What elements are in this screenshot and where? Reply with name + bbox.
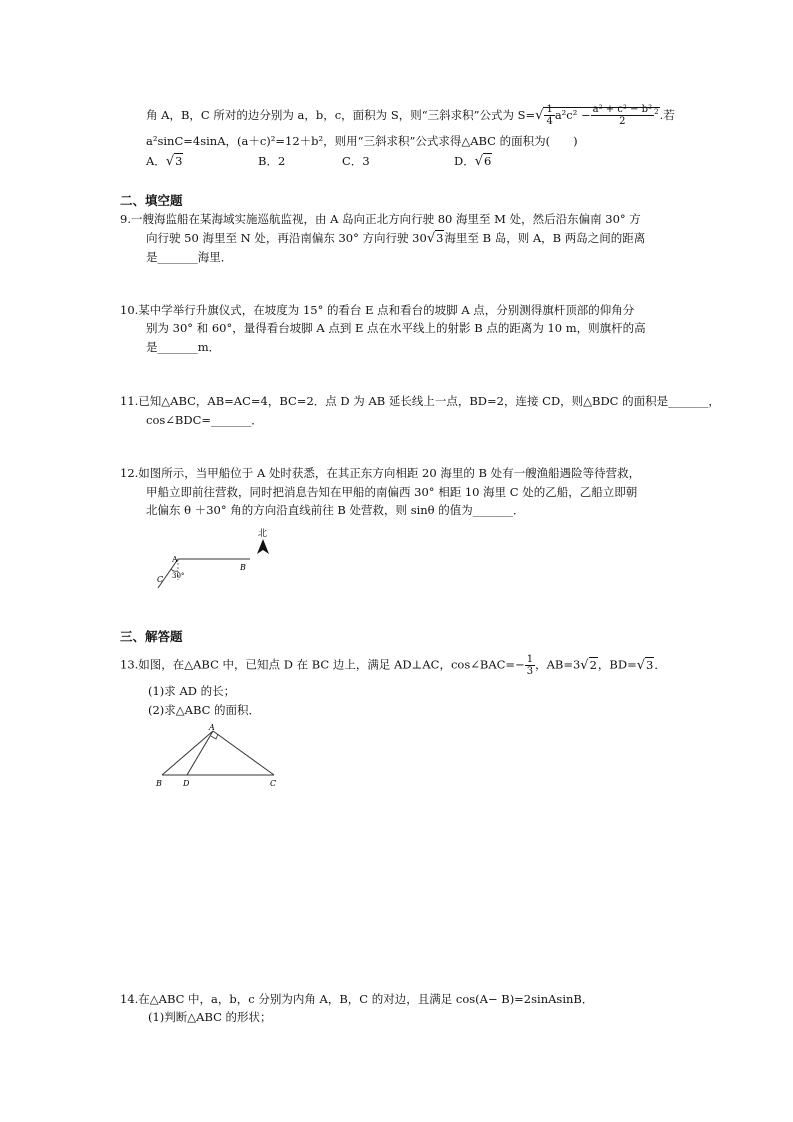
q12-line3: 北偏东 θ ＋30° 角的方向沿直线前往 B 处营救，则 sinθ 的值为_______． bbox=[146, 503, 525, 517]
q13-right-angle-mark bbox=[211, 734, 218, 739]
q13-segment-ad bbox=[187, 731, 213, 775]
q8-option-b: B．2 bbox=[258, 154, 286, 168]
q11-line1: 11.已知△ABC，AB=AC=4，BC=2．点 D 为 AB 延长线上一点，BD=2，连接 CD，则△BDC 的面积是_______， bbox=[120, 394, 720, 408]
q9-line1: 9.一艘海监船在某海域实施巡航监视，由 A 岛向正北方向行驶 80 海里至 M 处，然后沿东偏南 30° 方 bbox=[120, 212, 641, 226]
q8-option-d: D．√6 bbox=[454, 154, 492, 169]
q13-frac-den: 3 bbox=[526, 666, 534, 677]
q8-option-a: A．√3 bbox=[146, 154, 183, 169]
q10-line2: 别为 30° 和 60°，量得看台坡脚 A 点到 E 点在水平线上的射影 B 点的距离为 10 m，则旗杆的高 bbox=[146, 321, 646, 335]
q12-label-a: A bbox=[172, 555, 178, 564]
q13-side-ac bbox=[213, 731, 274, 775]
q13-text: 13.如图，在△ABC 中，已知点 D 在 BC 边上，满足 AD⊥AC，cos∠BAC=− bbox=[120, 657, 525, 672]
q8-line2: a²sinC=4sinA，(a＋c)²=12＋b²，则用“三斜求积”公式求得△ABC 的面积为( ) bbox=[146, 134, 578, 148]
north-arrow-icon bbox=[257, 539, 269, 554]
q10-line1: 10.某中学举行升旗仪式，在坡度为 15° 的看台 E 点和看台的坡脚 A 点，分别测得旗杆顶部的仰角分 bbox=[120, 303, 635, 317]
q12-north-label: 北 bbox=[258, 529, 268, 539]
q8-line1-text: 角 A，B，C 所对的边分别为 a，b，c，面积为 S，则“三斜求积”公式为 S= bbox=[146, 107, 536, 122]
q13-sub1: (1)求 AD 的长； bbox=[148, 684, 236, 698]
q8-line1 bbox=[146, 104, 675, 127]
q13-label-b: B bbox=[156, 779, 162, 788]
q13-sub2: (2)求△ABC 的面积． bbox=[148, 703, 261, 717]
section2-title: 二、填空题 bbox=[120, 193, 183, 208]
q8-frac-num: 1 bbox=[546, 104, 553, 116]
q12-line2: 甲船立即前往营救，同时把消息告知在甲船的南偏西 30° 相距 10 海里 C 处的乙船，乙船立即朝 bbox=[146, 485, 638, 499]
q12-label-b: B bbox=[240, 563, 246, 572]
q13-frac-num: 1 bbox=[526, 654, 534, 665]
q12-angle-arc bbox=[171, 569, 178, 571]
section3-title: 三、解答题 bbox=[120, 629, 183, 644]
q12-label-angle: 30° bbox=[172, 572, 185, 580]
q9-line2: 向行驶 50 海里至 N 处，再沿南偏东 30° 方向行驶 30√3海里至 B 岛，则 A，B 两岛之间的距离 bbox=[146, 231, 646, 246]
q12-label-c: C bbox=[157, 575, 164, 584]
q13-side-ab bbox=[162, 731, 213, 775]
q12-figure bbox=[148, 522, 278, 594]
q12-line1: 12.如图所示，当甲船位于 A 处时获悉，在其正东方向相距 20 海里的 B 处有一艘渔船遇险等待营救， bbox=[120, 466, 641, 480]
q13-line1: 13.如图，在△ABC 中，已知点 D 在 BC 边上，满足 AD⊥AC，cos∠BAC=− $\frac{1}{3}$ ，AB=3√2，BD=√3． bbox=[120, 654, 666, 677]
q13-label-d: D bbox=[183, 779, 190, 788]
q8-formula-tail: .若 bbox=[659, 107, 675, 122]
q13-label-c: C bbox=[270, 779, 277, 788]
q8-option-c: C．3 bbox=[342, 154, 370, 168]
q9-line3: 是_______海里． bbox=[146, 250, 233, 264]
q8-frac-den: 4 bbox=[546, 116, 553, 128]
q10-line3: 是_______m． bbox=[146, 340, 221, 354]
q11-line2: cos∠BDC=_______． bbox=[146, 413, 263, 427]
q8-inner-num: a² + c² − b² bbox=[592, 104, 653, 116]
q14-sub1: (1)判断△ABC 的形状； bbox=[148, 1010, 272, 1024]
q13-label-a: A bbox=[209, 723, 215, 732]
q13-figure bbox=[150, 722, 285, 792]
q8-inner-den: 2 bbox=[619, 116, 626, 128]
q14-line1: 14.在△ABC 中，a，b，c 分别为内角 A，B，C 的对边，且满足 cos(A− B)=2sinAsinB． bbox=[120, 992, 594, 1006]
q8-formula-mid: a²c² − bbox=[554, 107, 591, 122]
q8-formula: √ $\frac{1}{4}$ a²c² − $\frac{\text{a² + c² − b²}}{2}$ $^2$ bbox=[535, 104, 659, 128]
